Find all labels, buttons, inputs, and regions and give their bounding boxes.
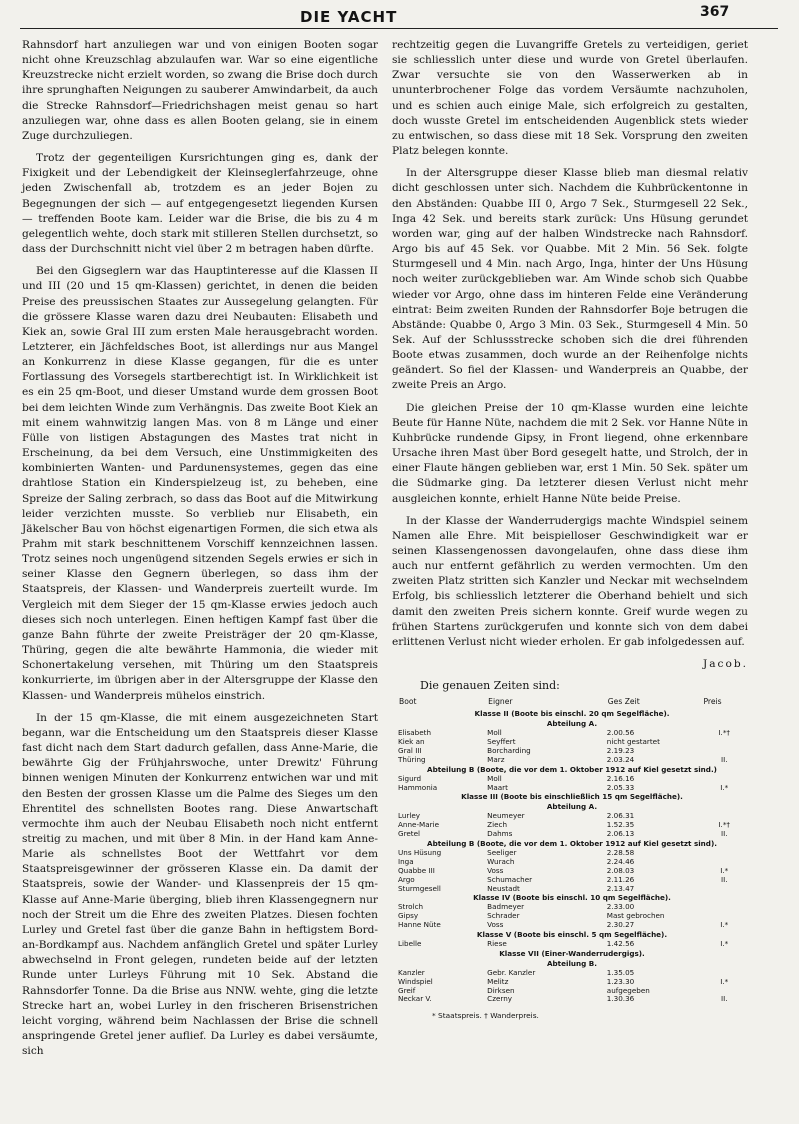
results-row xyxy=(398,912,746,921)
prize-mark: II. xyxy=(720,754,728,764)
owner-name: Voss xyxy=(487,865,504,875)
results-row xyxy=(398,969,746,978)
results-footnote: * Staatspreis. † Wanderpreis. xyxy=(432,1011,539,1021)
results-row xyxy=(398,849,746,858)
boat-name: Inga xyxy=(398,856,414,866)
total-time: Mast gebrochen xyxy=(606,911,665,921)
results-table xyxy=(398,697,746,1004)
right-column xyxy=(392,38,748,1023)
paragraph: In der Altersgruppe dieser Klasse blieb man diesmal relativ dicht geschlossen unter sich. Nachdem die Kuhbrückentonne in den Abständen: Quabbe III 0, Argo 7 Sek., Sturmgesell 22 Sek., Inga 42 Sek. und bereits stark zurück: Uns Hüsung gerundet worden war, ging auf der halben Windstrecke nach Rahnsdorf. Argo bis auf 45 Sek. vor Quabbe. Mit 2 Min. 56 Sek. folgte Sturmgesell und 4 Min. nach Argo, Inga, hinter der Uns Hüsung noch weiter zurückgeblieben war. Am Winde schob sich Quabbe wieder vor Argo, ohne dass im hinteren Felde eine Veränderung eintrat: Beim zweiten Runden der Rahnsdorfer Boje betrugen die Abstände: Quabbe 0, Argo 3 Min. 03 Sek., Sturmgesell 4 Min. 50 Sek. Auf der Schlussstrecke schoben sich die drei führenden Boote etwas zusammen, doch wurde an der Reihenfolge nichts geändert. So fiel der Klassen- und Wanderpreis an Quabbe, der zweite Preis an Argo. xyxy=(392,167,748,392)
results-row xyxy=(398,987,746,996)
prize-mark: I.* xyxy=(720,920,729,930)
header-rule xyxy=(20,28,778,29)
total-time: 2.03.24 xyxy=(606,754,635,764)
total-time: 2.13.47 xyxy=(606,883,635,893)
total-time: 2.08.03 xyxy=(606,865,635,875)
section-title: Klasse III (Boote bis einschließlich 15 qm Segelfläche). xyxy=(461,792,683,802)
boat-name: Windspiel xyxy=(398,976,433,986)
results-intro: Die genauen Zeiten sind: xyxy=(420,679,560,693)
results-row xyxy=(398,876,746,885)
page-header xyxy=(0,0,799,26)
prize-mark: I.* xyxy=(720,938,729,948)
page-number: 367 xyxy=(700,4,730,20)
total-time: 2.30.27 xyxy=(606,920,635,930)
paragraph: Trotz der gegenteiligen Kursrichtungen ging es, dank der Fixigkeit und der Lebendigkeit der Kleinseglerfahrzeuge, ohne jeden Zwischenfall ab, trotzdem es an jeder Bojen zu Begegnungen der sich — auf entgegengesetzt liegenden Kursen — treffenden Boote kam. Leider war die Brise, die bis zu 4 m gelegentlich wehte, doch stark mit stilleren Stellen durchsetzt, so dass der Durchschnitt nicht viel über 2 m betragen haben dürfte. xyxy=(22,152,378,256)
boat-name: Anne-Marie xyxy=(398,820,440,830)
prize-mark: I.* xyxy=(720,976,729,986)
section-title: Abteilung A. xyxy=(546,802,598,812)
boat-name: Strolch xyxy=(398,902,424,912)
owner-name: Wurach xyxy=(487,856,515,866)
owner-name: Schrader xyxy=(487,911,520,921)
results-section-heading xyxy=(398,792,746,802)
section-title: Abteilung B (Boote, die vor dem 1. Oktober 1912 auf Kiel gesetzt sind). xyxy=(427,839,717,848)
results-section-heading xyxy=(398,839,746,849)
boat-name: Gretel xyxy=(398,829,421,839)
results-row xyxy=(398,830,746,839)
boat-name: Libelle xyxy=(398,938,422,948)
owner-name: Moll xyxy=(487,773,502,783)
total-time: 1.52.35 xyxy=(606,820,635,830)
author-signature: Jacob. xyxy=(702,658,748,671)
total-time: 2.28.58 xyxy=(606,847,635,857)
boat-name: Gipsy xyxy=(398,911,419,921)
boat-name: Hanne Nüte xyxy=(398,920,441,930)
journal-title: DIE YACHT xyxy=(300,8,398,26)
owner-name: Seeliger xyxy=(487,847,517,857)
results-row xyxy=(398,858,746,867)
prize-column-header: Preis xyxy=(703,697,722,707)
results-section-heading xyxy=(398,765,746,775)
results-section-heading xyxy=(398,959,746,969)
owner-name: Czerny xyxy=(487,994,513,1004)
paragraph: Die gleichen Preise der 10 qm-Klasse wurden eine leichte Beute für Hanne Nüte, nachdem die mit 2 Sek. vor Hanne Nüte in Kuhbrücke rundende Gipsy, in Front liegend, ohne erkennbare Ursache ihren Mast über Bord gesegelt hatte, und Strolch, der in einer Flaute hängen geblieben war, erst 1 Min. 50 Sek. später um die Südmarke ging. Da letzterer diesen Verlust nicht mehr ausgleichen konnte, erhielt Hanne Nüte beide Preise. xyxy=(392,401,748,505)
total-time: 2.24.46 xyxy=(606,856,635,866)
prize-mark xyxy=(702,738,746,747)
results-row xyxy=(398,747,746,756)
section-title: Klasse II (Boote bis einschl. 20 qm Segelfläche). xyxy=(474,709,670,719)
prize-mark: II. xyxy=(720,994,728,1004)
results-row xyxy=(398,995,746,1004)
total-time: 2.33.00 xyxy=(606,902,635,912)
results-row xyxy=(398,756,746,765)
owner-name: Moll xyxy=(487,728,502,738)
results-section-heading xyxy=(398,930,746,940)
results-row xyxy=(398,784,746,793)
owner-name: Voss xyxy=(487,920,504,930)
results-row xyxy=(398,729,746,738)
owner-name: Schumacher xyxy=(487,874,533,884)
total-time: aufgegeben xyxy=(606,985,650,995)
results-row xyxy=(398,738,746,747)
section-title: Klasse VII (Einer-Wanderrudergigs). xyxy=(499,948,645,958)
total-time: 2.06.13 xyxy=(606,829,635,839)
owner-name: Marz xyxy=(487,754,505,764)
owner-name: Borcharding xyxy=(487,745,531,755)
owner-name: Riese xyxy=(487,938,507,948)
boat-name: Elisabeth xyxy=(398,728,432,738)
results-body xyxy=(398,709,746,1004)
total-time: 2.05.33 xyxy=(606,782,635,792)
results-row xyxy=(398,885,746,894)
section-title: Klasse V (Boote bis einschl. 5 qm Segelfläche). xyxy=(476,930,668,940)
results-section-heading xyxy=(398,949,746,959)
boat-name: Quabbe III xyxy=(398,865,435,875)
owner-column-header: Eigner xyxy=(488,697,513,707)
boat-name: Neckar V. xyxy=(398,994,432,1004)
total-time: 2.11.26 xyxy=(606,874,635,884)
boat-name: Kanzler xyxy=(398,967,425,977)
boat-name: Sturmgesell xyxy=(398,883,441,893)
owner-name: Dirksen xyxy=(487,985,515,995)
owner-name: Gebr. Kanzler xyxy=(487,967,536,977)
owner-name: Neumeyer xyxy=(487,811,525,821)
owner-name: Badmeyer xyxy=(487,902,525,912)
results-row xyxy=(398,921,746,930)
total-time: 1.35.05 xyxy=(606,967,635,977)
results-header-row xyxy=(398,697,746,709)
results-row xyxy=(398,821,746,830)
boat-name: Argo xyxy=(398,874,415,884)
paragraph: In der 15 qm-Klasse, die mit einem ausgezeichneten Start begann, war die Entscheidung um den Staatspreis dieser Klasse fast dicht nach dem Start dadurch gefallen, dass Anne-Marie, die bewährte Gig der Frühjahrswoche, unter Drewitz' Führung binnen wenigen Minuten der Konkurrenz entwichen war und mit den Besten der grossen Klasse um die Palme des Sieges um den Ehrentitel des schnellsten Bootes rang. Diese Anwartschaft vermochte ihm auch der Neubau Elisabeth noch nicht entfernt streitig zu machen, und mit über 8 Min. in der Hand kam Anne-Marie als schnellstes Boot der Wettfahrt vor dem Staatspreisgewinner der grösseren Klasse ein. Da damit der Staatspreis, sowie der Wander- und Klassenpreis der 15 qm-Klasse auf Anne-Marie überging, blieb ihren Klassengegnern nur noch der Streit um die Ehre des zweiten Platzes. Diesen fochten Lurley und Gretel fast über die ganze Bahn in heftigstem Bord-an-Bordkampf aus. Nachdem anfänglich Gretel und später Lurley abwechselnd in Front gelegen, rundeten beide auf der letzten Runde unter Lurleys Führung mit 10 Sek. Abstand die Rahnsdorfer Tonne. Da die Brise aus NNW. wehte, ging die letzte Strecke hart an, wobei Lurley in den frischeren Brisenstrichen leicht vorging, während beim Nachlassen der Brise die schnell anspringende Gretel jener auflief. Da Lurley es dabei versäumte, sich xyxy=(22,711,378,1058)
total-time: 1.30.36 xyxy=(606,994,635,1004)
section-title: Abteilung A. xyxy=(546,719,598,729)
prize-mark xyxy=(702,885,746,894)
paragraph: In der Klasse der Wanderrudergigs machte Windspiel seinem Namen alle Ehre. Mit beispielloser Geschwindigkeit war er seinen Klassengenossen davongelaufen, ohne dass diese ihm auch nur entfernt gefährlich zu werden vermochten. Um den zweiten Platz stritten sich Kanzler und Neckar mit wechselndem Erfolg, bis schliesslich letzterer die Oberhand behielt und sich damit den zweiten Preis sichern konnte. Greif wurde wegen zu frühen Startens zurückgerufen und konnte sich von dem dabei erlittenen Verlust nicht wieder erholen. Er gab infolgedessen auf. xyxy=(392,514,748,648)
prize-mark: I.* xyxy=(720,782,729,792)
owner-name: Maart xyxy=(487,782,508,792)
results-section-heading xyxy=(398,893,746,903)
total-time: 1.23.30 xyxy=(606,976,635,986)
boat-name: Greif xyxy=(398,985,416,995)
boat-name: Lurley xyxy=(398,811,421,821)
section-title: Klasse IV (Boote bis einschl. 10 qm Segelfläche). xyxy=(473,893,671,903)
time-column-header: Ges Zeit xyxy=(607,697,640,707)
prize-mark xyxy=(702,903,746,912)
boat-name: Thüring xyxy=(398,754,426,764)
results-row xyxy=(398,978,746,987)
boat-column-header: Boot xyxy=(399,697,417,707)
results-row xyxy=(398,903,746,912)
results-section-heading xyxy=(398,802,746,812)
results-row xyxy=(398,867,746,876)
paragraph: Bei den Gigseglern war das Hauptinteresse auf die Klassen II und III (20 und 15 qm-Klassen) gerichtet, in denen die beiden Preise des preussischen Staates zur Aussegelung gelangten. Für die grössere Klasse waren dazu drei Neubauten: Elisabeth und Kiek an, sowie Gral III zum ersten Male herausgebracht worden. Letzterer, ein Jächfeldsches Boot, ist allerdings nur aus Mangel an Konkurrenz in diese Klasse gegangen, für die es unter Fortlassung des Vorsegels startberechtigt ist. In Wirklichkeit ist es ein 25 qm-Boot, und dieser Umstand wurde dem grossen Boot bei dem leichten Winde zum Verhängnis. Das zweite Boot Kiek an mit einem wahnwitzig langen Mas. von 8 m Länge und einer Fülle von listigen Abstagungen des Mastes trat nicht in Erscheinung, da bei dem Versuch, eine Unstimmigkeiten des kombinierten Wanten- und Pardunensystemes, gegen das eine drahtlose Station ein Kinderspielzeug ist, zu beheben, eine Spreize der Saling zerbrach, so dass das Boot auf die Mitwirkung leider verzichten musste. So verblieb nur Elisabeth, ein Jäkelscher Bau von höchst eigenartigen Formen, die sich etwa als Prahm mit stark beschnittenem Vorschiff kennzeichnen lassen. Trotz seines noch ungenügend sitzenden Segels erwies er sich in seiner Klasse den Gegnern überlegen, so dass ihm der Staatspreis, der Klassen- und Wanderpreis zuerteilt wurde. Im Vergleich mit dem Sieger der 15 qm-Klasse erwies jedoch auch dieses sich noch unterlegen. Einen heftigen Kampf fast über die ganze Bahn führte der zweite Preisträger der 20 qm-Klasse, Thüring, gegen die alte bewährte Hammonia, die wieder mit Schonertakelung versehen, mit Thüring um den Staatspreis konkurrierte, im übrigen aber in der Altersgruppe der Klasse den Klassen- und Wanderpreis mühelos einstrich. xyxy=(22,265,378,702)
total-time: nicht gestartet xyxy=(606,737,660,747)
total-time: 1.42.56 xyxy=(606,938,635,948)
total-time: 2.16.16 xyxy=(606,773,635,783)
results-section-heading xyxy=(398,709,746,719)
prize-mark xyxy=(702,849,746,858)
owner-name: Seyffert xyxy=(487,737,516,747)
owner-name: Dahms xyxy=(487,829,513,839)
prize-mark: II. xyxy=(720,874,728,884)
boat-name: Gral III xyxy=(398,745,422,755)
total-time: 2.19.23 xyxy=(606,745,635,755)
total-time: 2.00.56 xyxy=(606,728,635,738)
results-section-heading xyxy=(398,719,746,729)
boat-name: Sigurd xyxy=(398,773,422,783)
prize-mark: I.* xyxy=(720,865,729,875)
owner-name: Neustadt xyxy=(487,883,520,893)
section-title: Abteilung B. xyxy=(546,958,598,968)
boat-name: Hammonia xyxy=(398,782,438,792)
boat-name: Uns Hüsung xyxy=(398,847,442,857)
left-column xyxy=(22,38,378,1066)
prize-mark: I.*† xyxy=(718,820,731,830)
section-title: Abteilung B (Boote, die vor dem 1. Oktober 1912 auf Kiel gesetzt sind.) xyxy=(427,764,717,774)
results-row xyxy=(398,812,746,821)
paragraph: rechtzeitig gegen die Luvangriffe Gretels zu verteidigen, geriet sie schliesslich unter diese und wurde von Gretel überlaufen. Zwar versuchte sie von den Wasserwerken ab in ununterbrochener Folge das vordem Versäumte nachzuholen, und es schien auch einige Male, sich erfolgreich zu gestalten, doch wusste Gretel im entscheidenden Augenblick stets wieder zu entwischen, so dass diese mit 18 Sek. Vorsprung den zweiten Platz belegen konnte. xyxy=(392,39,748,158)
results-row xyxy=(398,940,746,949)
results-row xyxy=(398,775,746,784)
prize-mark: II. xyxy=(720,829,728,839)
total-time: 2.06.31 xyxy=(606,811,635,821)
prize-mark: I.*† xyxy=(718,728,731,738)
boat-name: Kiek an xyxy=(398,737,425,747)
paragraph: Rahnsdorf hart anzuliegen war und von einigen Booten sogar nicht ohne Kreuzschlag abzulaufen war. War so eine eigentliche Kreuzstrecke nicht erzielt worden, so zwang die Brise doch durch ihre sprunghaften Neigungen zu sauberer Amwindarbeit, da auch die Strecke Rahnsdorf—Friedrichshagen meist genau so hart anzuliegen war, ohne dass es allen Booten gelang, sie in einem Zuge durchzuliegen. xyxy=(22,39,378,142)
owner-name: Ziech xyxy=(487,820,508,830)
owner-name: Melitz xyxy=(487,976,509,986)
